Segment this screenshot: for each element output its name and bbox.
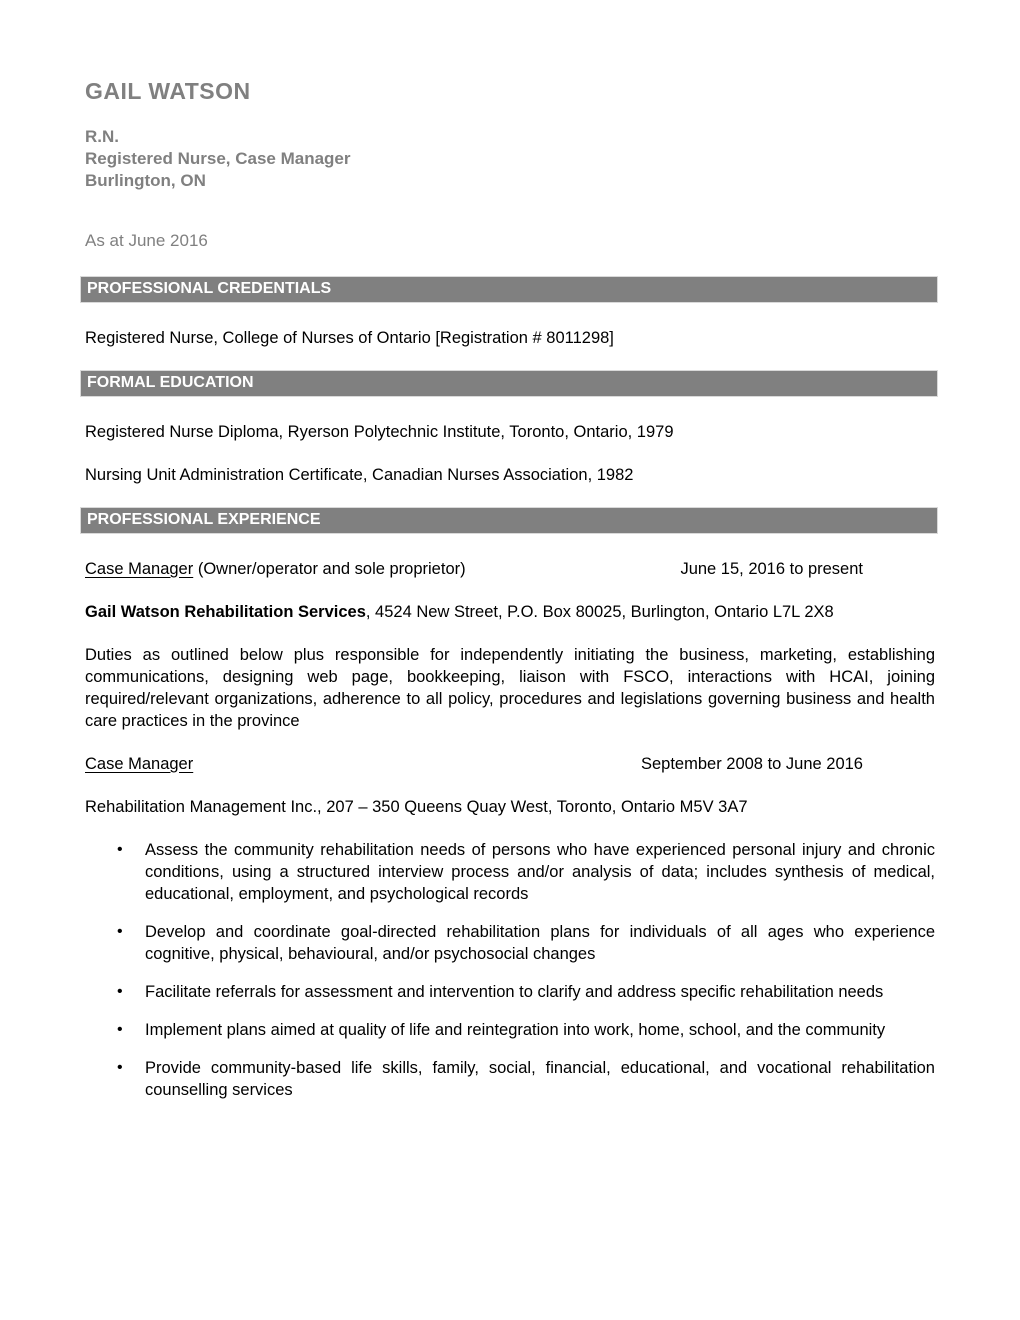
job-title: Case Manager [85,559,194,578]
section-heading-formal-education: FORMAL EDUCATION [80,370,938,397]
job-dates: June 15, 2016 to present [680,559,863,578]
as-at-date: As at June 2016 [85,230,208,250]
job-title-note: (Owner/operator and sole proprietor) [193,559,466,578]
contact-block [85,126,935,192]
duty-item: • Implement plans aimed at quality of life and reintegration into work, home, school, and the community [145,1019,935,1041]
duty-item: • Assess the community rehabilitation needs of persons who have experienced personal injury and chronic conditions, using a structured interview process and/or analysis of data; includes synthesis of medical, educational, employment, and psychological records [145,839,935,905]
credentials-text: Registered Nurse, College of Nurses of Ontario [Registration # 8011298] [85,328,614,347]
job-dates: September 2008 to June 2016 [640,754,863,773]
section-heading-professional-credentials: PROFESSIONAL CREDENTIALS [80,276,938,303]
section-heading-professional-experience: PROFESSIONAL EXPERIENCE [80,507,938,534]
duty-item: • Facilitate referrals for assessment and intervention to clarify and address specific rehabilitation needs [145,981,935,1003]
education-item: Nursing Unit Administration Certificate, Canadian Nurses Association, 1982 [85,465,634,484]
job-header [85,753,935,775]
job-title-line [85,753,193,775]
job-header [85,558,935,580]
duties-list [85,839,935,1101]
professional-title: Registered Nurse, Case Manager [85,148,351,168]
education-item: Registered Nurse Diploma, Ryerson Polytechnic Institute, Toronto, Ontario, 1979 [85,422,674,441]
duty-item: • Provide community-based life skills, family, social, financial, educational, and vocational rehabilitation counselling services [145,1057,935,1101]
location: Burlington, ON [85,170,206,190]
job-title: Case Manager [85,754,194,773]
employer-line [85,796,935,818]
job-description: Duties as outlined below plus responsible for independently initiating the business, marketing, establishing communications, designing web page, bookkeeping, liaison with FSCO, interactions with HCAI, joining required/relevant organizations, adherence to all policy, procedures and legislations governing business and health care practices in the province [85,645,935,730]
employer-address: , 4524 New Street, P.O. Box 80025, Burlington, Ontario L7L 2X8 [365,602,834,621]
employer-name: Gail Watson Rehabilitation Services [85,602,366,621]
employer-line [85,601,935,623]
employer-address: Rehabilitation Management Inc., 207 – 350 Queens Quay West, Toronto, Ontario M5V 3A7 [85,797,748,816]
page-title: GAIL WATSON [85,78,251,104]
job-title-line [85,558,466,580]
duty-item: • Develop and coordinate goal-directed rehabilitation plans for individuals of all ages who experience cognitive, physical, behavioural, and/or psychosocial changes [145,921,935,965]
credential-abbreviation: R.N. [85,126,119,146]
